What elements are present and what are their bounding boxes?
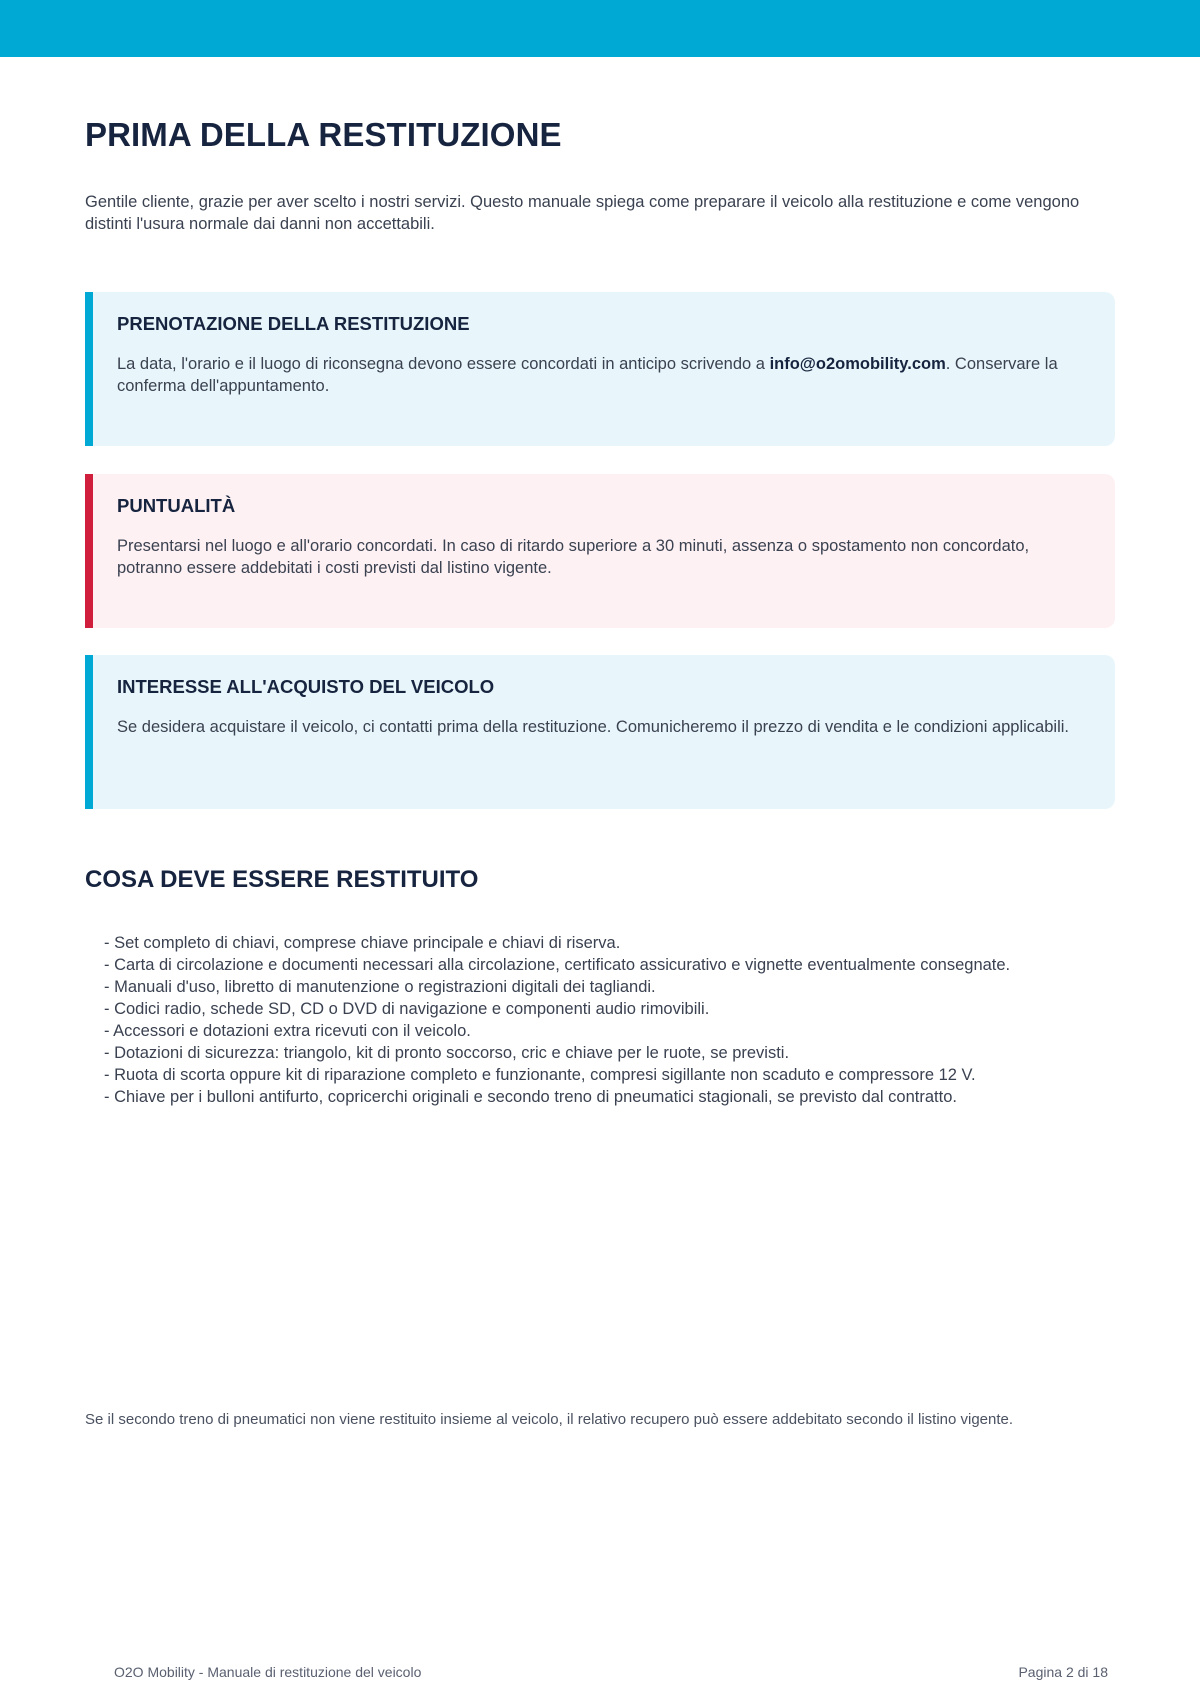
callout-punctuality-text: Presentarsi nel luogo e all'orario concordati. In caso di ritardo superiore a 30 minuti, assenza o spostamento non concordato, potranno essere addebitati i costi previsti dal listino vigente. bbox=[117, 537, 1030, 577]
header-color-bar bbox=[0, 0, 1200, 57]
callout-punctuality bbox=[85, 474, 1115, 628]
callout-punctuality-title: PUNTUALITÀ bbox=[117, 495, 236, 516]
callout-booking-text-after: . Conservare la conferma dell'appuntamento. bbox=[117, 355, 1058, 395]
footer-document-title: O2O Mobility - Manuale di restituzione del veicolo bbox=[114, 1664, 422, 1680]
callout-booking bbox=[85, 292, 1115, 446]
footer-page-number: Pagina 2 di 18 bbox=[1018, 1664, 1108, 1680]
list-item: - Ruota di scorta oppure kit di riparazione completo e funzionante, compresi sigillante non scaduto e compressore 12 V. bbox=[104, 1066, 976, 1084]
callout-purchase-text: Se desidera acquistare il veicolo, ci contatti prima della restituzione. Comunicheremo il prezzo di vendita e le condizioni applicabili. bbox=[117, 718, 1069, 736]
list-item: - Carta di circolazione e documenti necessari alla circolazione, certificato assicurativo e vignette eventualmente consegnate. bbox=[104, 956, 1011, 974]
contact-email: info@o2omobility.com bbox=[769, 355, 946, 373]
callout-booking-text-before: La data, l'orario e il luogo di riconsegna devono essere concordati in anticipo scrivendo a bbox=[117, 355, 770, 373]
page-title: PRIMA DELLA RESTITUZIONE bbox=[85, 116, 562, 153]
callout-purchase bbox=[85, 655, 1115, 809]
intro-paragraph: Gentile cliente, grazie per aver scelto i nostri servizi. Questo manuale spiega come preparare il veicolo alla restituzione e come vengono distinti l'usura normale dai danni non accettabili. bbox=[85, 193, 1080, 233]
callout-purchase-title: INTERESSE ALL'ACQUISTO DEL VEICOLO bbox=[117, 676, 495, 697]
list-item: - Manuali d'uso, libretto di manutenzione o registrazioni digitali dei tagliandi. bbox=[104, 978, 656, 996]
list-item: - Set completo di chiavi, comprese chiave principale e chiavi di riserva. bbox=[104, 934, 621, 952]
list-item: - Codici radio, schede SD, CD o DVD di navigazione e componenti audio rimovibili. bbox=[104, 1000, 710, 1018]
list-item: - Accessori e dotazioni extra ricevuti con il veicolo. bbox=[104, 1022, 471, 1040]
callout-booking-text bbox=[117, 353, 1091, 397]
section-title-return-items: COSA DEVE ESSERE RESTITUITO bbox=[85, 866, 479, 893]
return-items-list bbox=[104, 932, 1010, 1108]
footnote: Se il secondo treno di pneumatici non viene restituito insieme al veicolo, il relativo recupero può essere addebitato secondo il listino vigente. bbox=[85, 1411, 1014, 1428]
list-item: - Chiave per i bulloni antifurto, copricerchi originali e secondo treno di pneumatici stagionali, se previsto dal contratto. bbox=[104, 1088, 957, 1106]
callout-booking-title: PRENOTAZIONE DELLA RESTITUZIONE bbox=[117, 313, 470, 334]
list-item: - Dotazioni di sicurezza: triangolo, kit di pronto soccorso, cric e chiave per le ruote, se previsti. bbox=[104, 1044, 790, 1062]
